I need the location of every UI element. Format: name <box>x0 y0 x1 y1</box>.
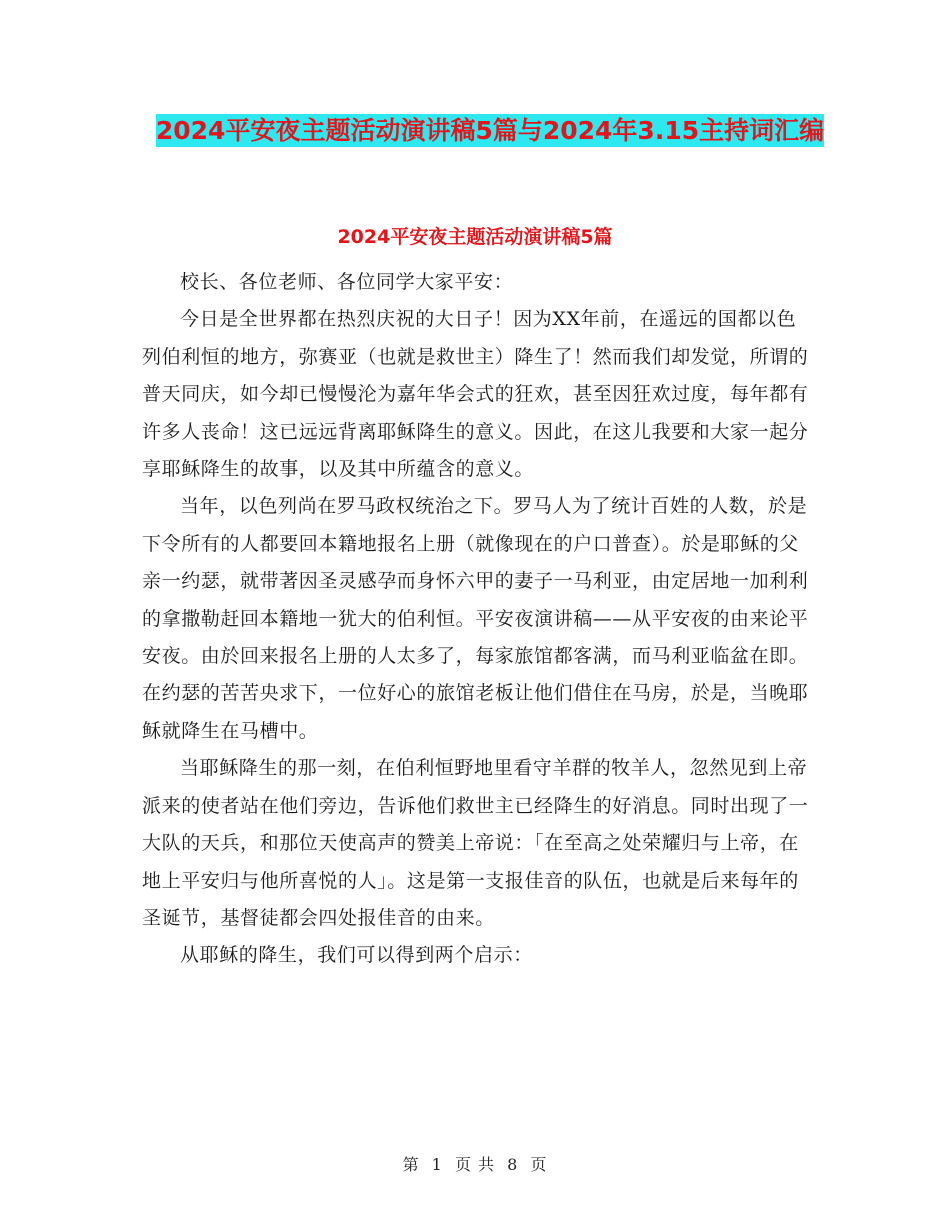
paragraph: 从耶稣的降生，我们可以得到两个启示： <box>180 944 533 967</box>
section-title: 2024平安夜主题活动演讲稿5篇 <box>337 226 613 248</box>
footer-suffix: 页 <box>530 1155 548 1174</box>
paragraph-salutation: 校长、各位老师、各位同学大家平安： <box>180 271 514 293</box>
paragraph: 当年，以色列尚在罗马政权统治之下。罗马人为了统计百姓的人数，於是下令所有的人都要回本籍地报名上册（就像现在的户口普查）。於是耶稣的父亲一约瑟，就带著因圣灵感孕而身怀六甲的妻子一马利亚，由定居地一加利利的拿撒勒赶回本籍地一犹大的伯利恒。平安夜演讲稿——从平安夜的由来论平安夜。由於回来报名上册的人太多了，每家旅馆都客满，而马利亚临盆在即。在约瑟的苦苦央求下，一位好心的旅馆老板让他们借住在马房，於是，当晚耶稣就降生在马槽中。 <box>142 495 809 742</box>
page-number: 1 <box>431 1155 443 1174</box>
document-body <box>142 264 812 975</box>
page-footer <box>0 1152 950 1175</box>
paragraph: 当耶稣降生的那一刻，在伯利恒野地里看守羊群的牧羊人，忽然见到上帝派来的使者站在他们旁边，告诉他们救世主已经降生的好消息。同时出现了一大队的天兵，和那位天使高声的赞美上帝说：「在至高之处荣耀归与上帝，在地上平安归与他所喜悦的人」。这是第一支报佳音的队伍，也就是后来每年的圣诞节，基督徒都会四处报佳音的由来。 <box>142 757 809 929</box>
document-title-text: 2024平安夜主题活动演讲稿5篇与2024年3.15主持词汇编 <box>155 116 825 145</box>
paragraph: 今日是全世界都在热烈庆祝的大日子！因为XX年前，在遥远的国都以色列伯利恒的地方，弥赛亚（也就是救世主）降生了！然而我们却发觉，所谓的普天同庆，如今却已慢慢沦为嘉年华会式的狂欢，甚至因狂欢过度，每年都有许多人丧命！这已远远背离耶稣降生的意义。因此，在这儿我要和大家一起分享耶稣降生的故事，以及其中所蕴含的意义。 <box>142 308 809 481</box>
footer-middle: 页 共 <box>454 1155 496 1174</box>
footer-prefix: 第 <box>402 1155 420 1174</box>
document-title <box>140 108 840 154</box>
page-total: 8 <box>507 1155 519 1174</box>
